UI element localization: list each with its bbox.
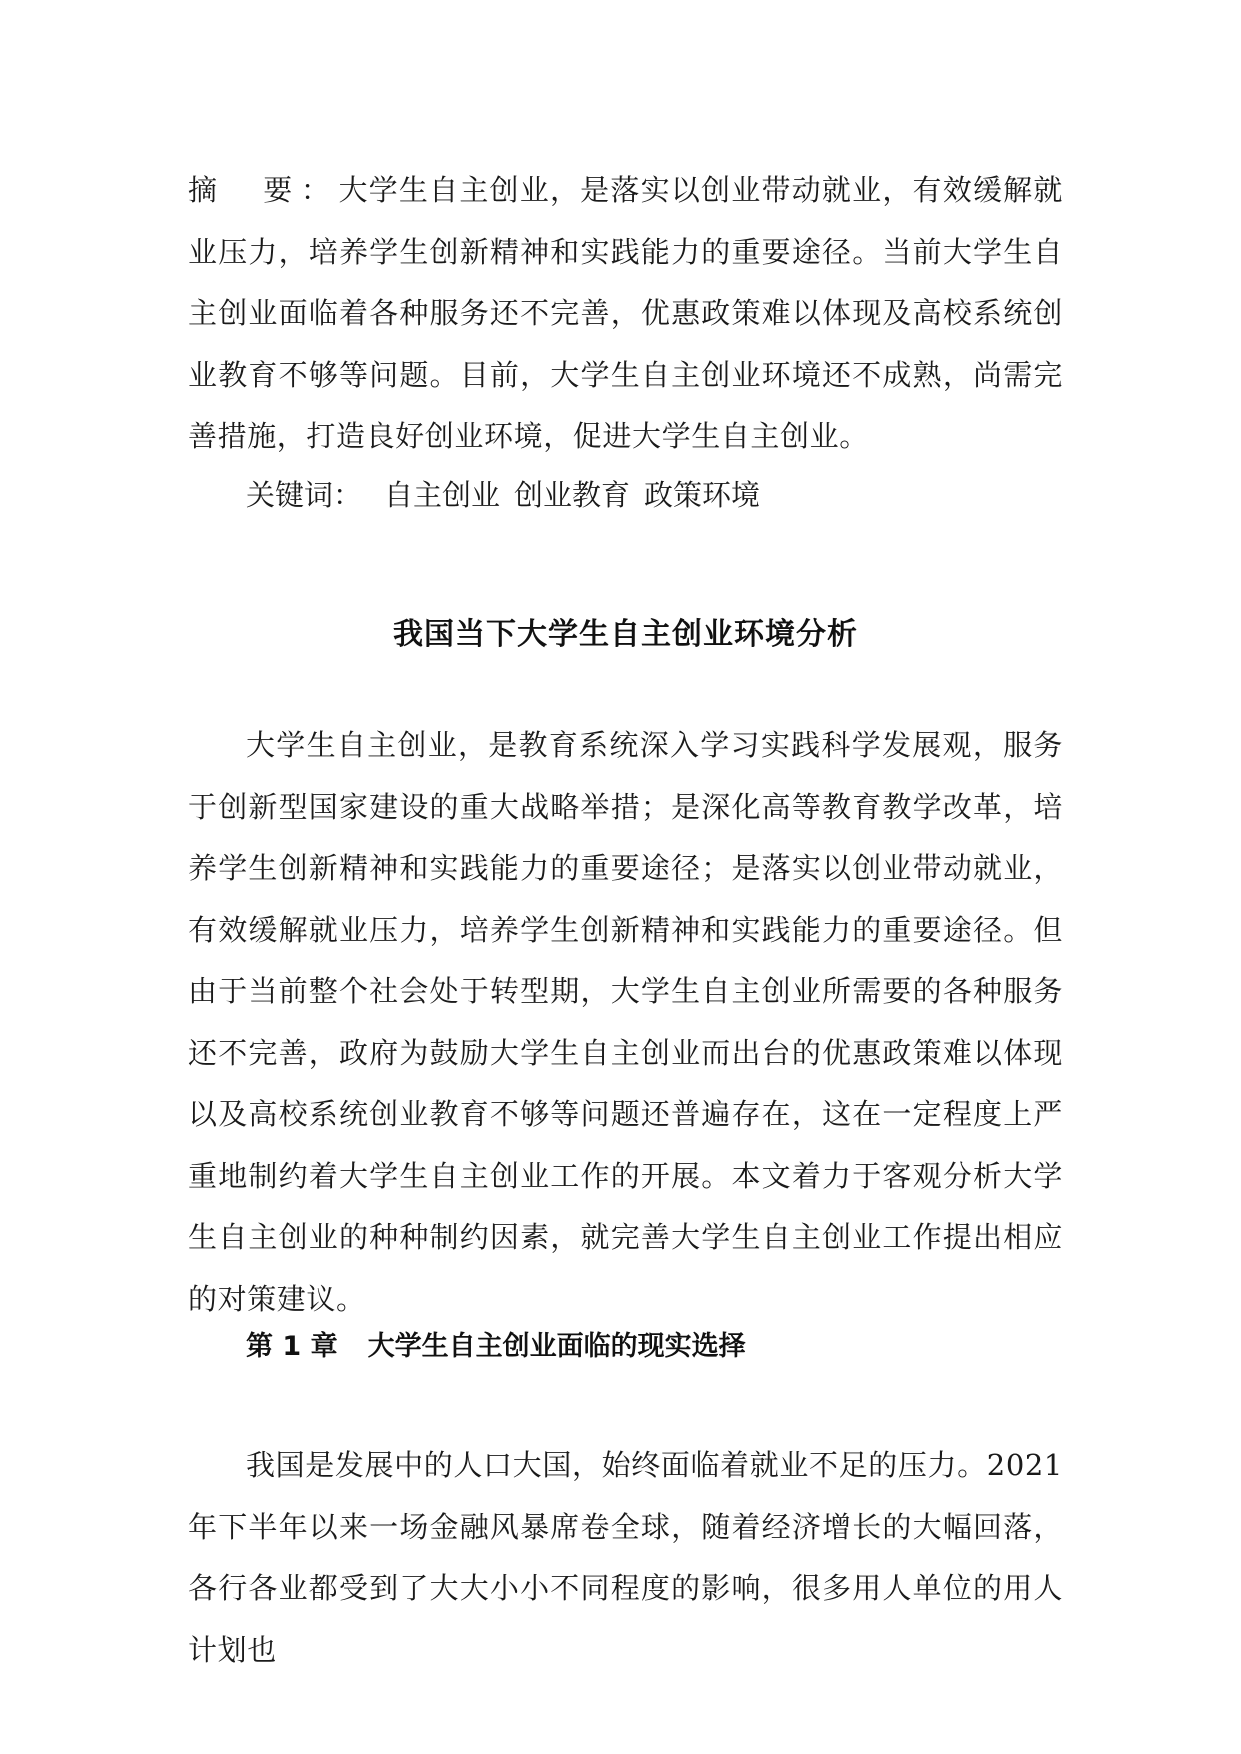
keyword-item: 自主创业 [384,478,501,512]
abstract-paragraph [188,160,1063,468]
document-title: 我国当下大学生自主创业环境分析 [393,617,858,652]
chapter-section [188,1435,1063,1681]
abstract-text: 大学生自主创业，是落实以创业带动就业，有效缓解就业压力，培养学生创新精神和实践能力的重要途径。当前大学生自主创业面临着各种服务还不完善，优惠政策难以体现及高校系统创业教育不够等问题。目前，大学生自主创业环境还不成熟，尚需完善措施，打造良好创业环境，促进大学生自主创业。 [188,173,1063,453]
abstract-label: 摘 要： [188,173,339,207]
keywords-line [188,465,1063,527]
chapter-paragraph: 我国是发展中的人口大国，始终面临着就业不足的压力。2021年下半年以来一场金融风暴席卷全球，随着经济增长的大幅回落，各行各业都受到了大大小小不同程度的影响，很多用人单位的用人计划也 [188,1448,1063,1667]
abstract-section [188,160,1063,468]
keywords-label: 关键词： [246,478,363,512]
intro-section [188,715,1063,1330]
chapter-number: 第 1 章 [246,1331,338,1362]
chapter-title: 大学生自主创业面临的现实选择 [367,1331,746,1362]
keywords-section [188,465,1063,527]
keyword-item: 创业教育 [514,478,631,512]
intro-paragraph: 大学生自主创业，是教育系统深入学习实践科学发展观，服务于创新型国家建设的重大战略举措；是深化高等教育教学改革，培养学生创新精神和实践能力的重要途径；是落实以创业带动就业，有效缓解就业压力，培养学生创新精神和实践能力的重要途径。但由于当前整个社会处于转型期，大学生自主创业所需要的各种服务还不完善，政府为鼓励大学生自主创业而出台的优惠政策难以体现以及高校系统创业教育不够等问题还普遍存在，这在一定程度上严重地制约着大学生自主创业工作的开展。本文着力于客观分析大学生自主创业的种种制约因素，就完善大学生自主创业工作提出相应的对策建议。 [188,728,1063,1316]
keyword-item: 政策环境 [644,478,761,512]
chapter-heading [246,1327,746,1367]
